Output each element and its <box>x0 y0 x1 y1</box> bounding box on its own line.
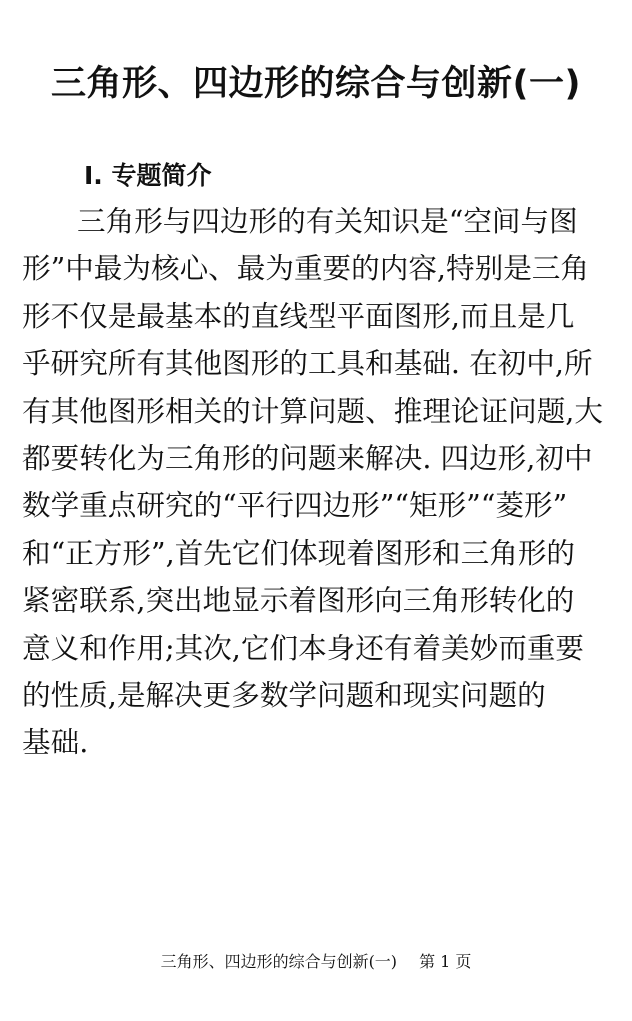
paragraph-line: 形”中最为核心、最为重要的内容,特别是三角 <box>22 251 589 286</box>
page-footer <box>0 950 632 974</box>
paragraph-line: 的性质,是解决更多数学问题和现实问题的 <box>22 677 546 712</box>
paragraph-line: 意义和作用;其次,它们本身还有着美妙而重要 <box>22 630 585 665</box>
paragraph-line: 和“正方形”,首先它们体现着图形和三角形的 <box>22 535 576 570</box>
footer-running-title: 三角形、四边形的综合与创新(一) <box>160 952 398 971</box>
paragraph-line: 乎研究所有其他图形的工具和基础. 在初中,所 <box>22 346 593 381</box>
paragraph-line: 三角形与四边形的有关知识是“空间与图 <box>77 204 578 238</box>
section-heading: Ⅰ. 专题简介 <box>84 161 212 190</box>
paragraph-line: 数学重点研究的“平行四边形”“矩形”“菱形” <box>22 488 568 523</box>
page-title: 三角形、四边形的综合与创新(一) <box>51 64 581 104</box>
paragraph-line: 形不仅是最基本的直线型平面图形,而且是几 <box>22 298 575 333</box>
body-paragraph <box>22 198 612 767</box>
paragraph-line: 基础. <box>22 725 89 760</box>
paragraph-line: 都要转化为三角形的问题来解决. 四边形,初中 <box>22 440 593 475</box>
footer-page-label: 第 1 页 <box>419 952 472 971</box>
paragraph-line: 有其他图形相关的计算问题、推理论证问题,大 <box>22 393 603 428</box>
paragraph-line: 紧密联系,突出地显示着图形向三角形转化的 <box>22 583 575 618</box>
